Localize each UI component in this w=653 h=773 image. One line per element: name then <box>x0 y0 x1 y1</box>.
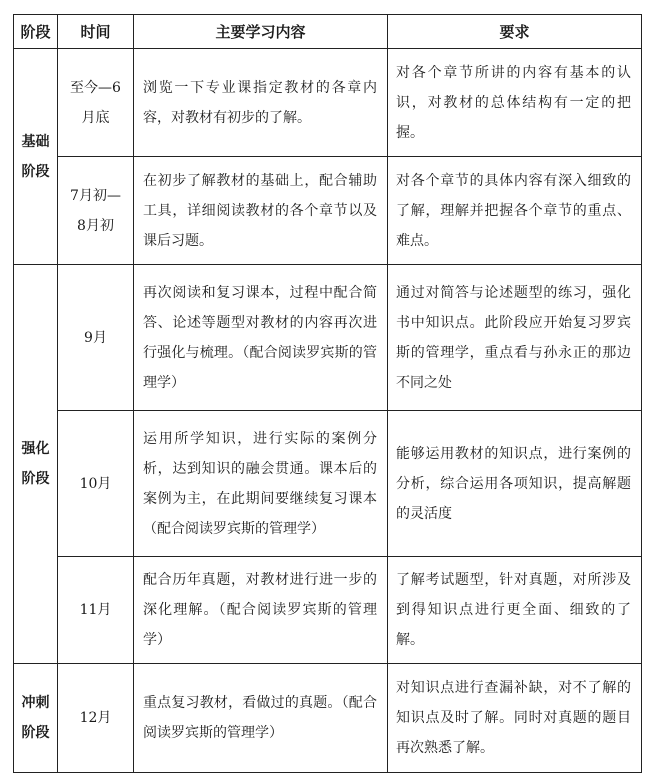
content-cell <box>134 664 388 773</box>
requirement-text: 能够运用教材的知识点，进行案例的分析，综合运用各项知识，提高解题的灵活度 <box>396 445 631 522</box>
requirement-cell <box>388 265 642 411</box>
content-text: 再次阅读和复习课本，过程中配合简答、论述等题型对教材的内容再次进行强化与梳理。（配合阅读罗宾斯的管理学） <box>143 284 377 391</box>
time-cell <box>58 557 134 664</box>
time-text: 12月 <box>79 710 112 726</box>
requirement-text: 对各个章节的具体内容有深入细致的了解，理解并把握各个章节的重点、难点。 <box>396 172 631 249</box>
table-row <box>14 49 642 157</box>
header-content: 主要学习内容 <box>134 15 388 49</box>
content-text: 重点复习教材，看做过的真题。（配合阅读罗宾斯的管理学） <box>143 695 377 741</box>
requirement-cell <box>388 664 642 773</box>
header-requirement: 要求 <box>388 15 642 49</box>
time-cell <box>58 411 134 557</box>
header-row <box>14 15 642 49</box>
header-stage: 阶段 <box>14 15 58 49</box>
stage-cell-sprint <box>14 664 58 773</box>
requirement-cell <box>388 49 642 157</box>
content-text: 浏览一下专业课指定教材的各章内容，对教材有初步的了解。 <box>143 79 377 126</box>
stage-cell-intensive <box>14 265 58 664</box>
stage-name: 强化阶段 <box>21 441 50 487</box>
time-text: 10月 <box>79 475 112 492</box>
time-text: 7月初—8月初 <box>70 187 121 234</box>
time-cell <box>58 664 134 773</box>
stage-cell-basic <box>14 49 58 265</box>
requirement-cell <box>388 557 642 664</box>
time-text: 11月 <box>79 602 112 618</box>
time-text: 至今—6月底 <box>70 79 121 126</box>
content-cell <box>134 411 388 557</box>
stage-name: 冲刺阶段 <box>21 695 50 741</box>
table-row <box>14 664 642 773</box>
study-plan-table <box>13 14 642 773</box>
requirement-cell <box>388 411 642 557</box>
requirement-text: 对知识点进行查漏补缺，对不了解的知识点及时了解。同时对真题的题目再次熟悉了解。 <box>396 680 631 756</box>
content-cell <box>134 49 388 157</box>
requirement-text: 了解考试题型，针对真题，对所涉及到得知识点进行更全面、细致的了解。 <box>396 572 631 648</box>
table-row <box>14 157 642 265</box>
time-cell <box>58 265 134 411</box>
stage-name: 基础阶段 <box>21 133 50 180</box>
content-cell <box>134 557 388 664</box>
table-row <box>14 557 642 664</box>
time-text: 9月 <box>84 329 107 346</box>
table-row <box>14 265 642 411</box>
requirement-text: 对各个章节所讲的内容有基本的认识，对教材的总体结构有一定的把握。 <box>396 64 631 141</box>
requirement-cell <box>388 157 642 265</box>
content-text: 在初步了解教材的基础上，配合辅助工具，详细阅读教材的各个章节以及课后习题。 <box>143 172 377 249</box>
content-cell <box>134 265 388 411</box>
requirement-text: 通过对简答与论述题型的练习，强化书中知识点。此阶段应开始复习罗宾斯的管理学，重点看与孙永正的那边不同之处 <box>396 284 631 391</box>
table-row <box>14 411 642 557</box>
content-text: 运用所学知识，进行实际的案例分析，达到知识的融会贯通。课本后的案例为主，在此期间要继续复习课本（配合阅读罗宾斯的管理学） <box>143 430 377 537</box>
time-cell <box>58 157 134 265</box>
header-time: 时间 <box>58 15 134 49</box>
content-text: 配合历年真题，对教材进行进一步的深化理解。（配合阅读罗宾斯的管理学） <box>143 572 377 648</box>
time-cell <box>58 49 134 157</box>
content-cell <box>134 157 388 265</box>
